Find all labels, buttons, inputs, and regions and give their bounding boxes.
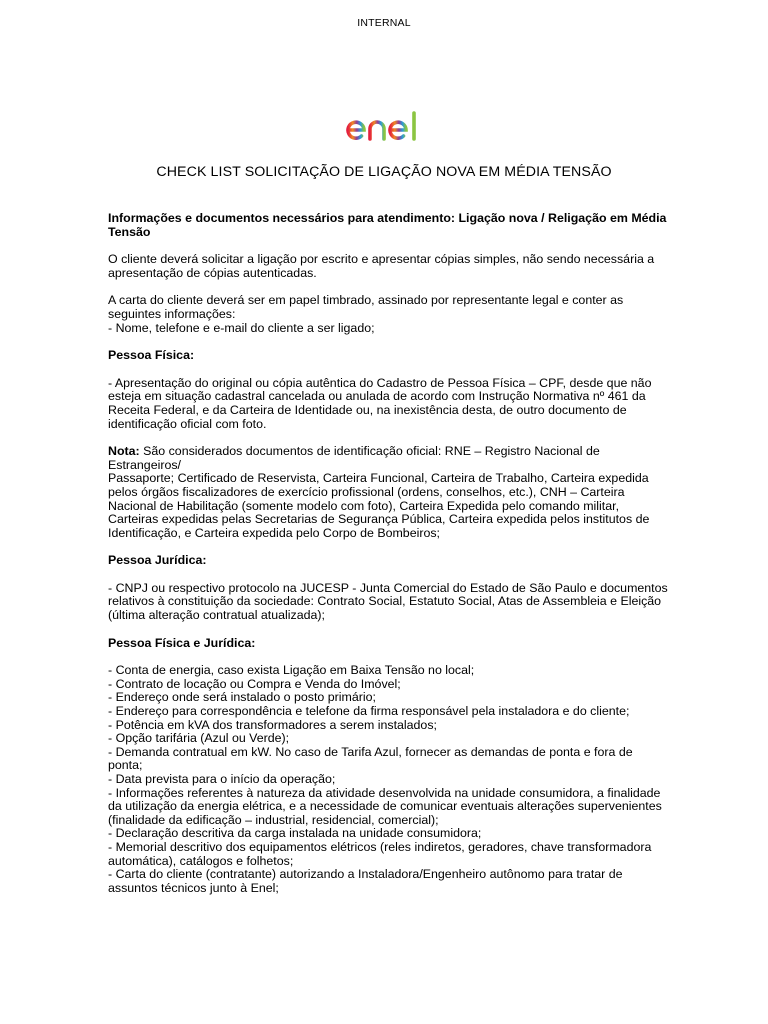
classification-label: INTERNAL: [357, 17, 411, 29]
list-item: - Informações referentes à natureza da atividade desenvolvida na unidade consumidora, a finalidade da utilização da energia elétrica, e a necessidade de comunicar eventuais alterações supervenientes (finalidade da edificação – industrial, residencial, comercial);: [108, 785, 662, 827]
list-item: - Conta de energia, caso exista Ligação em Baixa Tensão no local;: [108, 663, 475, 678]
requirements-list: [108, 664, 668, 895]
list-item: - Endereço onde será instalado o posto primário;: [108, 690, 376, 705]
note-label: Nota:: [108, 444, 140, 459]
section-heading-pessoa-fisica-juridica: Pessoa Física e Jurídica:: [108, 635, 256, 650]
paragraph-request: O cliente deverá solicitar a ligação por escrito e apresentar cópias simples, não sendo necessária a apresentação de cópias autenticadas.: [108, 252, 655, 280]
paragraph-letter-text: A carta do cliente deverá ser em papel timbrado, assinado por representante legal e conter as seguintes informações:: [108, 293, 624, 321]
list-item: - Memorial descritivo dos equipamentos elétricos (reles indiretos, geradores, chave transformadora automática), catálogos e folhetos;: [108, 839, 652, 868]
note-text-continued: Passaporte; Certificado de Reservista, Carteira Funcional, Carteira de Trabalho, Carteira expedida pelos órgãos fiscalizadores de exercício profissional (ordens, conselhos, etc.), CNH – Carteira Nacional de Habilitação (somente modelo com foto), Carteira Expedida pelo comando militar, Carteiras expedidas pelas Secretarias de Segurança Pública, Carteira expedida pelos institutos de Identificação, e Carteira expedida pelo Corpo de Bombeiros;: [108, 471, 650, 540]
intro-heading: Informações e documentos necessários para atendimento: Ligação nova / Religação em Média Tensão: [108, 211, 667, 239]
note-block: [108, 445, 668, 540]
section-heading-pessoa-fisica: Pessoa Física:: [108, 348, 195, 363]
paragraph-letter-item: - Nome, telefone e e-mail do cliente a ser ligado;: [108, 320, 375, 335]
list-item: - Opção tarifária (Azul ou Verde);: [108, 731, 290, 746]
section-heading-pessoa-juridica: Pessoa Jurídica:: [108, 553, 207, 568]
enel-logo: [344, 106, 426, 146]
list-item: - Demanda contratual em kW. No caso de Tarifa Azul, fornecer as demandas de ponta e fora de ponta;: [108, 744, 633, 773]
document-body: [108, 212, 668, 895]
note-text: São considerados documentos de identificação oficial: RNE – Registro Nacional de Estrangeiros/: [108, 444, 600, 472]
list-item: - Contrato de locação ou Compra e Venda do Imóvel;: [108, 676, 401, 691]
paragraph-pessoa-juridica: - CNPJ ou respectivo protocolo na JUCESP - Junta Comercial do Estado de São Paulo e documentos relativos à constituição da sociedade: Contrato Social, Estatuto Social, Atas de Assembleia e Eleição (última alteração contratual atualizada);: [108, 580, 668, 623]
paragraph-letter: [108, 294, 668, 335]
paragraph-pessoa-fisica: - Apresentação do original ou cópia autêntica do Cadastro de Pessoa Física – CPF, desde que não esteja em situação cadastral cancelada ou anulada de acordo com Instrução Normativa nº 461 da Receita Federal, e da Carteira de Identidade ou, na inexistência desta, de outro documento de identificação oficial com foto.: [108, 375, 652, 431]
list-item: - Endereço para correspondência e telefone da firma responsável pela instaladora e do cliente;: [108, 704, 630, 719]
list-item: - Data prevista para o início da operação;: [108, 772, 336, 786]
list-item: - Potência em kVA dos transformadores a serem instalados;: [108, 717, 437, 732]
document-title: CHECK LIST SOLICITAÇÃO DE LIGAÇÃO NOVA EM MÉDIA TENSÃO: [156, 164, 612, 180]
list-item: - Declaração descritiva da carga instalada na unidade consumidora;: [108, 826, 482, 841]
list-item: - Carta do cliente (contratante) autorizando a Instaladora/Engenheiro autônomo para tratar de assuntos técnicos junto à Enel;: [108, 867, 623, 895]
